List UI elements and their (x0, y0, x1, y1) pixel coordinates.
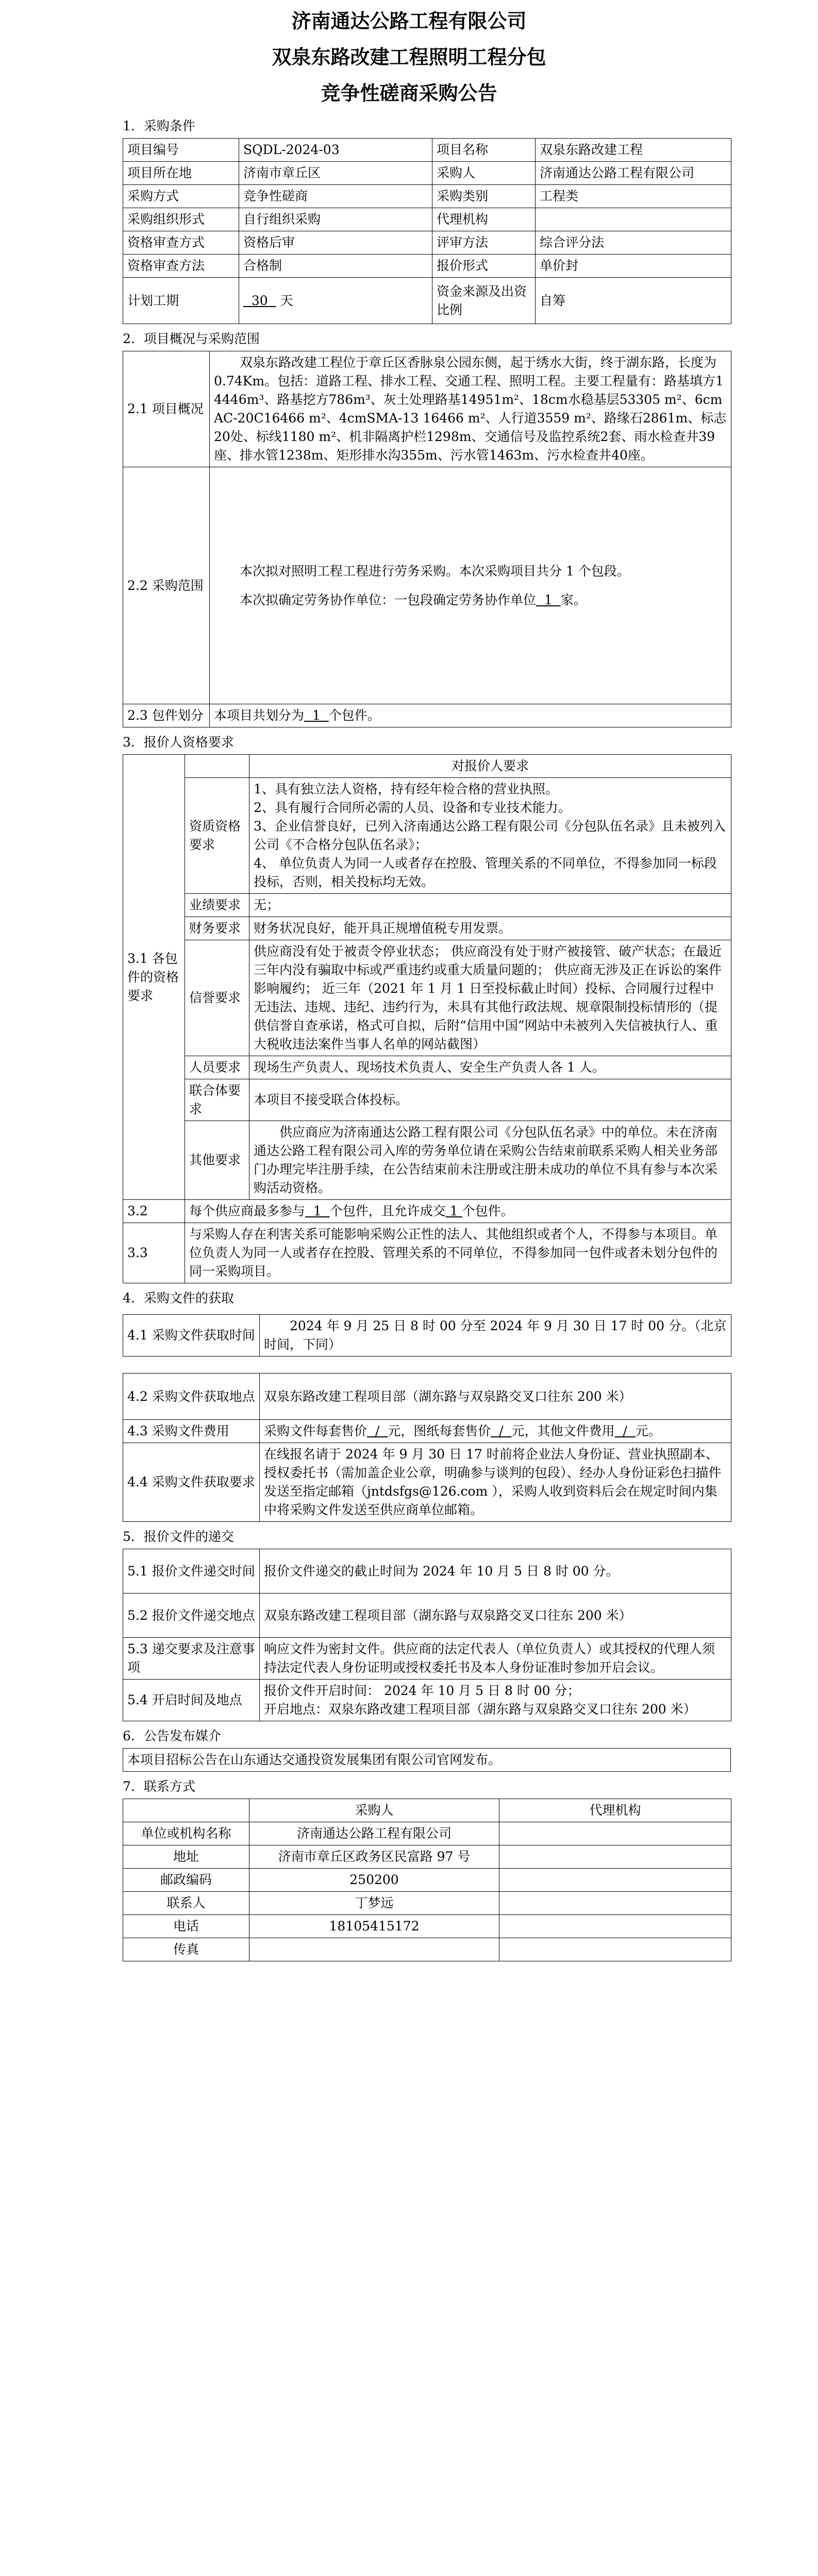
section-7-heading: 7．联系方式 (123, 1779, 195, 1794)
cell-value: 供应商没有处于被责令停业状态； 供应商没有处于财产被接管、破产状态；在最近三年内没有骗取中标或严重违约或重大质量问题的； 供应商无涉及正在诉讼的案件影响履约； 近三年（2021 年 1 月 1 日至投标截止时间）投标、合同履行过程中无违法、违规、违纪、违约行为，未具有其他行政法规、规章限制投标情形的（提供信誉自查承诺，格式可自拟，后附“信用中国”网站中未被列入失信被执行人、重大税收违法案件当事人名单的网站截图） (249, 940, 731, 1056)
cell-label: 单位或机构名称 (123, 1822, 249, 1845)
table-row (123, 1892, 731, 1915)
table-row (123, 1443, 731, 1522)
table-row (123, 255, 731, 278)
cell-label: 5.4 开启时间及地点 (123, 1680, 260, 1721)
table-row (123, 162, 731, 185)
bid-submission-table (123, 1549, 731, 1721)
cell-label: 人员要求 (185, 1056, 249, 1079)
procurement-conditions-table (123, 138, 731, 324)
plan-duration-unit: 天 (280, 293, 293, 308)
table-row (123, 1315, 731, 1357)
table-row (123, 231, 731, 255)
list-item: 4、 单位负责人为同一人或者存在控股、管理关系的不同单位，不得参加同一标段投标，否则，相关投标均无效。 (254, 856, 717, 889)
cell-label: 项目编号 (123, 139, 239, 162)
scope-paragraph-2: 本次拟确定劳务协作单位：一包段确定劳务协作单位 1 家。 (240, 592, 587, 607)
cell-value: 财务状况良好，能开具正规增值税专用发票。 (249, 917, 731, 940)
table-row (123, 1079, 731, 1121)
cell-value: 单价封 (536, 255, 731, 278)
table-row (123, 778, 731, 894)
cell-value: 竞争性磋商 (239, 185, 432, 208)
cell-value: 济南通达公路工程有限公司 (536, 162, 731, 185)
cell-value: 本项目不接受联合体投标。 (249, 1079, 731, 1121)
cell-label: 地址 (123, 1845, 249, 1869)
cell-label: 5.2 报价文件递交地点 (123, 1594, 260, 1638)
list-item: 1、具有独立法人资格，持有经年检合格的营业执照。 (254, 782, 558, 796)
document-acquisition-table-2 (123, 1373, 731, 1522)
cell-value (499, 1869, 731, 1892)
table-row (123, 1749, 731, 1772)
cell-label: 评审方法 (432, 231, 536, 255)
cell-label: 信誉要求 (185, 940, 249, 1056)
cell-value: 自筹 (536, 278, 731, 324)
scope-cell (210, 467, 731, 704)
table-row (123, 1938, 731, 1961)
section-6-heading: 6．公告发布媒介 (123, 1728, 221, 1743)
cell-value: 与采购人存在利害关系可能影响采购公正性的法人、其他组织或者个人，不得参与本项目。单位负责人为同一人或者存在控股、管理关系的不同单位，不得参加同一包件或者未划分包件的同一采购项目。 (185, 1223, 731, 1283)
cell-label: 财务要求 (185, 917, 249, 940)
project-overview-table (123, 351, 731, 727)
scope-paragraph-1: 本次拟对照明工程工程进行劳务采购。本次采购项目共分 1 个包段。 (240, 563, 630, 579)
cell-label: 2.3 包件划分 (123, 704, 210, 727)
cell-value (536, 208, 731, 231)
open-cell (260, 1680, 731, 1721)
cell-head: 代理机构 (499, 1799, 731, 1822)
cell-label: 业绩要求 (185, 894, 249, 917)
cell-value: 双泉东路改建工程项目部（湖东路与双泉路交叉口往东 200 米） (260, 1374, 731, 1420)
cell-label: 5.1 报价文件递交时间 (123, 1549, 260, 1594)
table-row (123, 1799, 731, 1822)
table-row (123, 755, 731, 778)
cell-label: 4.3 采购文件费用 (123, 1420, 260, 1443)
table-row (123, 917, 731, 940)
cell-label: 3.1 各包件的资格要求 (123, 755, 185, 1200)
lot-cell: 本项目共划分为 1 个包件。 (210, 704, 731, 727)
cell-value (239, 278, 432, 324)
title-block (0, 0, 818, 111)
cell-value (499, 1915, 731, 1938)
cell-label: 3.3 (123, 1223, 185, 1283)
cell-value: 无； (249, 894, 731, 917)
section-5-heading: 5．报价文件的递交 (123, 1529, 234, 1544)
cell-value: SQDL-2024-03 (239, 139, 432, 162)
table-row (123, 1056, 731, 1079)
table-row (123, 1121, 731, 1200)
cell-label: 资格审查方法 (123, 255, 239, 278)
table-row (123, 1822, 731, 1845)
cell-value: 报价文件递交的截止时间为 2024 年 10 月 5 日 8 时 00 分。 (260, 1549, 731, 1594)
cell-label: 项目所在地 (123, 162, 239, 185)
cell-head: 采购人 (249, 1799, 499, 1822)
table-row (123, 1549, 731, 1594)
cell-label: 3.2 (123, 1200, 185, 1223)
table-row (123, 1200, 731, 1223)
cell-value: 合格制 (239, 255, 432, 278)
cell-label: 其他要求 (185, 1121, 249, 1200)
table-row (123, 704, 731, 727)
cell-label: 资质资格要求 (185, 778, 249, 894)
table-row (123, 278, 731, 324)
table-row (123, 208, 731, 231)
cell-value: 每个供应商最多参与 1 个包件，且允许成交 1 个包件。 (185, 1200, 731, 1223)
cell-value (499, 1822, 731, 1845)
cell-label: 采购组织形式 (123, 208, 239, 231)
qual-cell (249, 778, 731, 894)
cell-label: 联系人 (123, 1892, 249, 1915)
cell-value: 资格后审 (239, 231, 432, 255)
cell-blank (123, 1799, 249, 1822)
section-4-heading: 4．采购文件的获取 (123, 1291, 234, 1306)
cell-label: 采购类别 (432, 185, 536, 208)
cell-value: 本项目招标公告在山东通达交通投资发展集团有限公司官网发布。 (123, 1749, 731, 1772)
table-row (123, 1680, 731, 1721)
table-row (123, 894, 731, 917)
cell-value: 自行组织采购 (239, 208, 432, 231)
list-item: 3、企业信誉良好，已列入济南通达公路工程有限公司《分包队伍名录》且未被列入公司《不合格分包队伍名录》； (254, 819, 726, 852)
cell-value: 济南市章丘区 (239, 162, 432, 185)
cell-value: 工程类 (536, 185, 731, 208)
cell-value: 18105415172 (249, 1915, 499, 1938)
table-row (123, 1223, 731, 1283)
open-location: 开启地点：双泉东路改建工程项目部（湖东路与双泉路交叉口往东 200 米） (264, 1702, 696, 1717)
overview-text: 双泉东路改建工程位于章丘区香脉泉公园东侧，起于绣水大街，终于湖东路，长度为0.74Km。包括：道路工程、排水工程、交通工程、照明工程。主要工程量有：路基填方14446m³、路基挖方786m³、灰土处理路基14951m²、18cm水稳基层53305 m²、6cmAC-20C16466 m²、4cmSMA-13 16466 m²、人行道3559 m²、路缘石2861m、标志20处、标线1180 m²、机非隔离护栏1298m、交通信号及监控系统2套、雨水检查井39座、排水管1238m、矩形排水沟355m、污水管1463m、污水检查井40座。 (210, 351, 731, 467)
table-row (123, 1420, 731, 1443)
cell-label: 邮政编码 (123, 1869, 249, 1892)
cell-head: 对报价人要求 (249, 755, 731, 778)
cell-value: 综合评分法 (536, 231, 731, 255)
section-2-heading: 2．项目概况与采购范围 (123, 331, 260, 346)
table-row (123, 185, 731, 208)
table-row (123, 139, 731, 162)
table-row (123, 467, 731, 704)
cell-value: 响应文件为密封文件。供应商的法定代表人（单位负责人）或其授权的代理人须持法定代表人身份证明或授权委托书及本人身份证准时参加开启会议。 (260, 1638, 731, 1680)
cell-value: 济南市章丘区政务区民富路 97 号 (249, 1845, 499, 1869)
cell-value (499, 1892, 731, 1915)
cell-label: 2.1 项目概况 (123, 351, 210, 467)
cell-value: 现场生产负责人、现场技术负责人、安全生产负责人各 1 人。 (249, 1056, 731, 1079)
table-row (123, 1845, 731, 1869)
notice-title: 竞争性磋商采购公告 (321, 82, 497, 105)
cell-value: 丁梦远 (249, 1892, 499, 1915)
cell-value: 双泉东路改建工程 (536, 139, 731, 162)
table-row (123, 1869, 731, 1892)
cell-value: 2024 年 9 月 25 日 8 时 00 分至 2024 年 9 月 30 日 17 时 00 分。（北京时间，下同） (260, 1315, 731, 1357)
section-1-heading: 1．采购条件 (123, 118, 195, 133)
table-row (123, 1594, 731, 1638)
cell-label: 2.2 采购范围 (123, 467, 210, 704)
cell-value (499, 1845, 731, 1869)
table-row (123, 1915, 731, 1938)
cell-label: 电话 (123, 1915, 249, 1938)
cell-value: 济南通达公路工程有限公司 (249, 1822, 499, 1845)
cell-label: 采购方式 (123, 185, 239, 208)
cell-label: 4.1 采购文件获取时间 (123, 1315, 260, 1357)
cell-label: 传真 (123, 1938, 249, 1961)
table-row (123, 351, 731, 467)
list-item: 2、具有履行合同所必需的人员、设备和专业技术能力。 (254, 800, 571, 815)
cell-label: 联合体要求 (185, 1079, 249, 1121)
plan-duration-value: 30 (251, 293, 268, 308)
cell-value (499, 1938, 731, 1961)
cell-label: 资金来源及出资比例 (432, 278, 536, 324)
cell-value: 双泉东路改建工程项目部（湖东路与双泉路交叉口往东 200 米） (260, 1594, 731, 1638)
cell-label: 采购人 (432, 162, 536, 185)
cell-value: 250200 (249, 1869, 499, 1892)
cell-label: 报价形式 (432, 255, 536, 278)
qualification-table (123, 754, 731, 1283)
cell-value: 供应商应为济南通达公路工程有限公司《分包队伍名录》中的单位。未在济南通达公路工程有限公司入库的劳务单位请在采购公告结束前联系采购人相关业务部门办理完毕注册手续，在公告结束前未注册或注册未成功的单位不具有参与本次采购活动资格。 (249, 1121, 731, 1200)
document-acquisition-table (123, 1314, 731, 1357)
company-title: 济南通达公路工程有限公司 (291, 10, 527, 32)
cell-label: 4.2 采购文件获取地点 (123, 1374, 260, 1420)
cell-label: 项目名称 (432, 139, 536, 162)
cell-label: 代理机构 (432, 208, 536, 231)
table-row (123, 1638, 731, 1680)
section-3-heading: 3．报价人资格要求 (123, 735, 234, 750)
open-time: 报价文件开启时间： 2024 年 10 月 5 日 8 时 00 分； (264, 1683, 580, 1698)
publication-table (123, 1748, 731, 1772)
contact-table (123, 1799, 731, 1961)
project-title: 双泉东路改建工程照明工程分包 (272, 46, 546, 69)
cell-label: 4.4 采购文件获取要求 (123, 1443, 260, 1522)
cell-label: 5.3 递交要求及注意事项 (123, 1638, 260, 1680)
cell-value (249, 1938, 499, 1961)
cell-value: 在线报名请于 2024 年 9 月 30 日 17 时前将企业法人身份证、营业执照副本、授权委托书（需加盖企业公章，明确参与谈判的包段）、经办人身份证彩色扫描件发送至指定邮箱（jntdsfgs@126.com ），采购人收到资料后会在规定时间内集中将采购文件发送至供应商单位邮箱。 (260, 1443, 731, 1522)
cell-label: 资格审查方式 (123, 231, 239, 255)
fee-cell: 采购文件每套售价 / 元，图纸每套售价 / 元，其他文件费用 / 元。 (260, 1420, 731, 1443)
table-row (123, 1374, 731, 1420)
cell-label: 计划工期 (123, 278, 239, 324)
table-row (123, 940, 731, 1056)
cell-blank (185, 755, 249, 778)
